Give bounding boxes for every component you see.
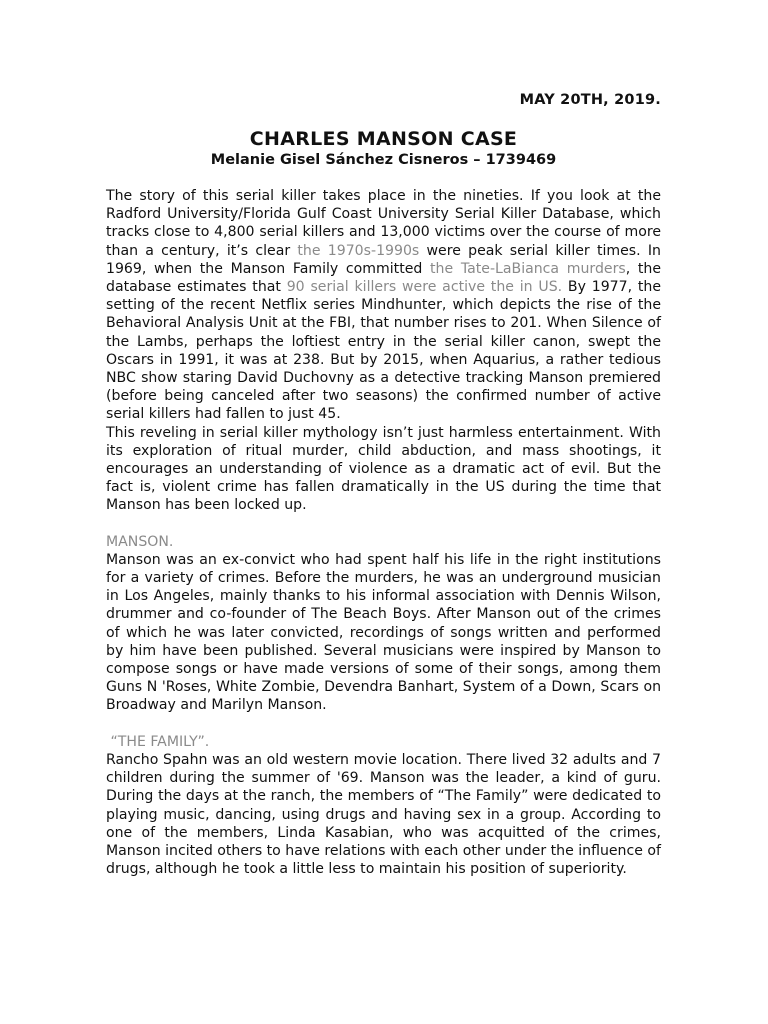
family-paragraph: Rancho Spahn was an old western movie location. There lived 32 adults and 7 children during the summer of '69. Manson was the leader, a kind of guru. During the days at the ranch, the members of “The Family” were dedicated to playing music, dancing, using drugs and having sex in a group. According to one of the members, Linda Kasabian, who was acquitted of the crimes, Manson incited others to have relations with each other under the influence of drugs, although he took a little less to maintain his position of superiority. bbox=[106, 751, 661, 878]
intro-paragraph-2: This reveling in serial killer mythology isn’t just harmless entertainment. With its exploration of ritual murder, child abduction, and mass shootings, it encourages an understanding of violence as a dramatic act of evil. But the fact is, violent crime has fallen dramatically in the US during the time that Manson has been locked up. bbox=[106, 424, 661, 514]
intro-paragraph-1 bbox=[106, 187, 661, 424]
document-body bbox=[106, 187, 661, 878]
document-date: MAY 20TH, 2019. bbox=[519, 92, 661, 108]
spacer bbox=[106, 715, 661, 733]
section-heading-manson: MANSON. bbox=[106, 533, 174, 550]
document-author: Melanie Gisel Sánchez Cisneros – 1739469 bbox=[210, 152, 557, 168]
link-1970s-1990s[interactable]: the 1970s-1990s bbox=[297, 242, 420, 259]
section-heading-the-family: “THE FAMILY”. bbox=[106, 733, 210, 750]
link-tate-labianca-murders[interactable]: the Tate-LaBianca murders bbox=[430, 260, 626, 277]
intro-text-3: , the database estimates that bbox=[106, 260, 662, 296]
document-page bbox=[106, 0, 661, 1024]
intro-text-2: were peak serial killer times. In 1969, when the Manson Family committed bbox=[106, 242, 661, 277]
document-title: CHARLES MANSON CASE bbox=[249, 128, 518, 150]
manson-paragraph: Manson was an ex-convict who had spent half his life in the right institutions for a variety of crimes. Before the murders, he was an underground musician in Los Angeles, mainly thanks to his informal association with Dennis Wilson, drummer and co-founder of The Beach Boys. After Manson out of the crimes of which he was later convicted, recordings of songs written and performed by him have been published. Several musicians were inspired by Manson to compose songs or have made versions of some of their songs, among them Guns N 'Roses, White Zombie, Devendra Banhart, System of a Down, Scars on Broadway and Marilyn Manson. bbox=[106, 551, 661, 714]
intro-text-1: The story of this serial killer takes place in the nineties. If you look at the Radford University/Florida Gulf Coast University Serial Killer Database, which tracks close to 4,800 serial killers and 13,000 victims over the course of more than a century, it’s clear bbox=[106, 188, 661, 259]
spacer bbox=[106, 515, 661, 533]
link-90-serial-killers[interactable]: 90 serial killers were active the in US. bbox=[286, 279, 563, 296]
intro-text-4: By 1977, the setting of the recent Netflix series Mindhunter, which depicts the rise of the Behavioral Analysis Unit at the FBI, that number rises to 201. When Silence of the Lambs, perhaps the loftiest entry in the serial killer canon, swept the Oscars in 1991, it was at 238. But by 2015, when Aquarius, a rather tedious NBC show staring David Duchovny as a detective tracking Manson premiered (before being canceled after two seasons) the confirmed number of active serial killers had fallen to just 45. bbox=[106, 279, 661, 423]
